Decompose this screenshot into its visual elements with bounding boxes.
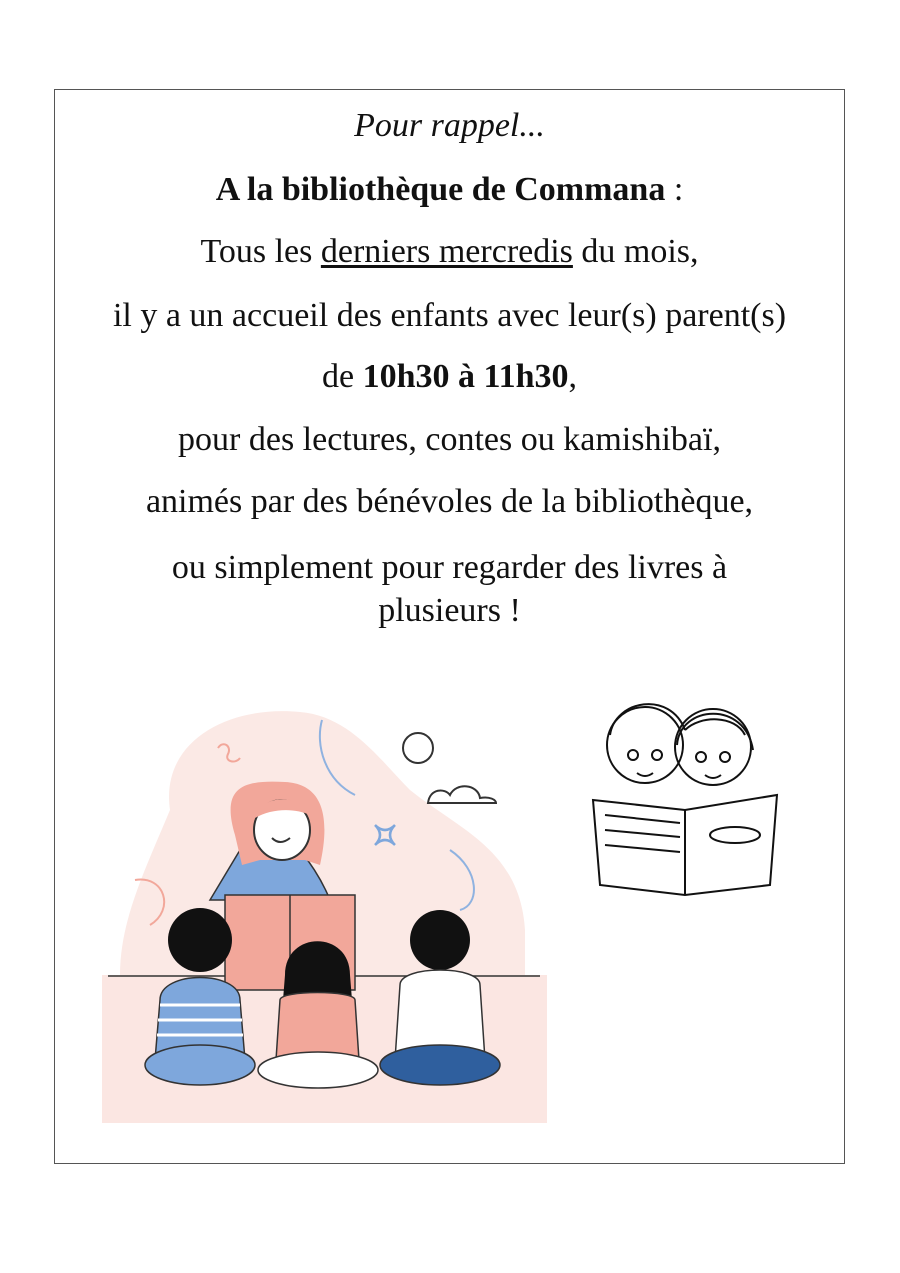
heading-colon: : [665, 171, 684, 208]
schedule-line [55, 232, 844, 272]
activities-line: pour des lectures, contes ou kamishibaï, [178, 421, 721, 458]
time-line [55, 357, 844, 397]
heading [55, 170, 844, 210]
schedule-pre: Tous les [200, 233, 321, 270]
volunteers-line: animés par des bénévoles de la bibliothèque, [145, 483, 754, 520]
storytime-illustration [100, 700, 550, 1125]
kids-reading-illustration [585, 685, 785, 900]
time-pre: de [321, 358, 363, 395]
schedule-day: derniers mercredis [320, 233, 573, 270]
schedule-post: du mois, [572, 233, 699, 270]
time-range: 10h30 à 11h30 [362, 358, 569, 395]
intro-text: Pour rappel... [354, 107, 545, 144]
library-name: A la bibliothèque de Commana [215, 171, 666, 208]
time-post: , [568, 358, 578, 395]
welcome-line: il y a un accueil des enfants avec leur(s) parent(s) [112, 297, 787, 334]
closing-line: ou simplement pour regarder des livres à plusieurs ! [171, 549, 728, 629]
